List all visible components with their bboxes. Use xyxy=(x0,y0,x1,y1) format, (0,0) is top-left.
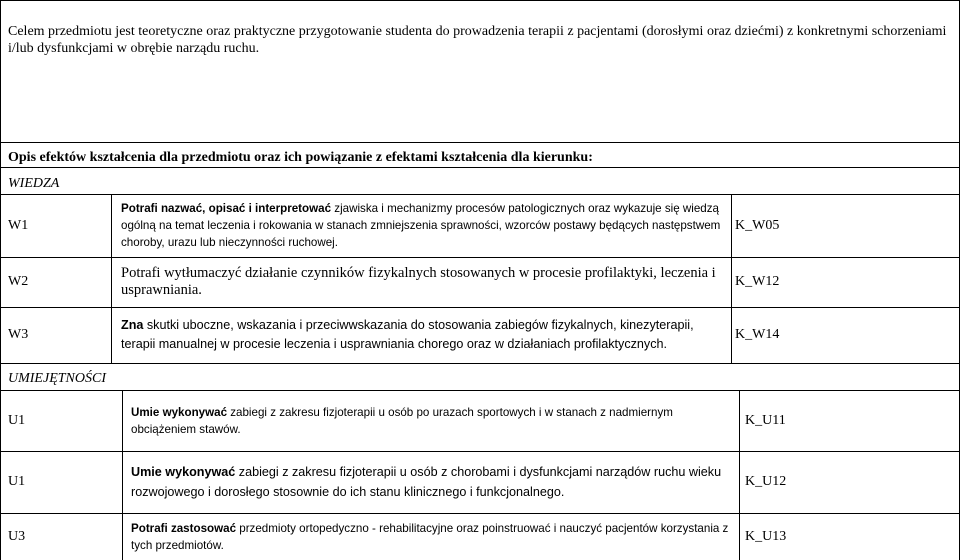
table-row-ref: K_W05 xyxy=(735,217,780,233)
table-left-border xyxy=(0,0,1,560)
course-goal-text: Celem przedmiotu jest teoretyczne oraz praktyczne przygotowanie studenta do prowadzenia terapii z pacjentami (dorosłymi oraz dziećmi) z konkretnymi schorzeniami i/lub dysfunkcjami w obrębie narządu ruchu. xyxy=(8,24,947,56)
table-row-description: Umie wykonywać zabiegi z zakresu fizjoterapii u osób po urazach sportowych i w stanach z nadmiernym obciążeniem stawów. xyxy=(131,405,673,436)
row-divider xyxy=(0,363,960,364)
table-row-description: Zna skutki uboczne, wskazania i przeciwwskazania do stosowania zabiegów fizykalnych, kinezyterapii, terapii manualnej w procesie leczenia i usprawniania chorego oraz w działaniach profilaktycznych. xyxy=(121,318,694,351)
column-divider xyxy=(111,194,112,363)
table-row-ref: K_U13 xyxy=(745,528,787,544)
divider xyxy=(0,142,960,143)
table-row-code: U1 xyxy=(8,474,26,489)
column-divider xyxy=(739,390,740,560)
table-row-ref: K_W14 xyxy=(735,327,780,342)
table-row-description: Potrafi wytłumaczyć działanie czynników fizykalnych stosowanych w procesie profilaktyki, leczenia i usprawniania. xyxy=(121,265,716,298)
column-divider xyxy=(122,390,123,560)
umiejetnosci-label: UMIEJĘTNOŚCI xyxy=(8,371,106,386)
table-row-ref: K_W12 xyxy=(735,274,780,289)
wiedza-label: WIEDZA xyxy=(8,176,60,191)
table-row-code: W3 xyxy=(8,327,29,342)
table-top-border xyxy=(0,0,960,1)
table-row-ref: K_U11 xyxy=(745,412,786,428)
table-row-code: W2 xyxy=(8,274,29,289)
table-row-ref: K_U12 xyxy=(745,474,787,489)
table-row-description: Umie wykonywać zabiegi z zakresu fizjoterapii u osób z chorobami i dysfunkcjami narządów ruchu wieku rozwojowego i dorosłego stosownie do ich stanu klinicznego i funkcjonalnego. xyxy=(131,465,722,499)
table-row-code: U1 xyxy=(8,412,26,428)
table-row-code: U3 xyxy=(8,528,26,544)
table-row-code: W1 xyxy=(8,217,29,233)
column-divider xyxy=(731,194,732,363)
section-heading: Opis efektów kształcenia dla przedmiotu oraz ich powiązanie z efektami kształcenia dla kierunku: xyxy=(8,150,593,165)
divider xyxy=(0,167,960,168)
table-row-description: Potrafi zastosować przedmioty ortopedyczno - rehabilitacyjne oraz poinstruować i nauczyć pacjentów korzystania z tych przedmiotów. xyxy=(131,521,729,552)
table-row-description: Potrafi nazwać, opisać i interpretować zjawiska i mechanizmy procesów patologicznych oraz wykazuje się wiedzą ogólną na temat leczenia i rokowania w stanach zmniejszenia sprawności, wzorców postawy będących następstwem choroby, urazu lub nieczynności ruchowej. xyxy=(121,202,721,249)
